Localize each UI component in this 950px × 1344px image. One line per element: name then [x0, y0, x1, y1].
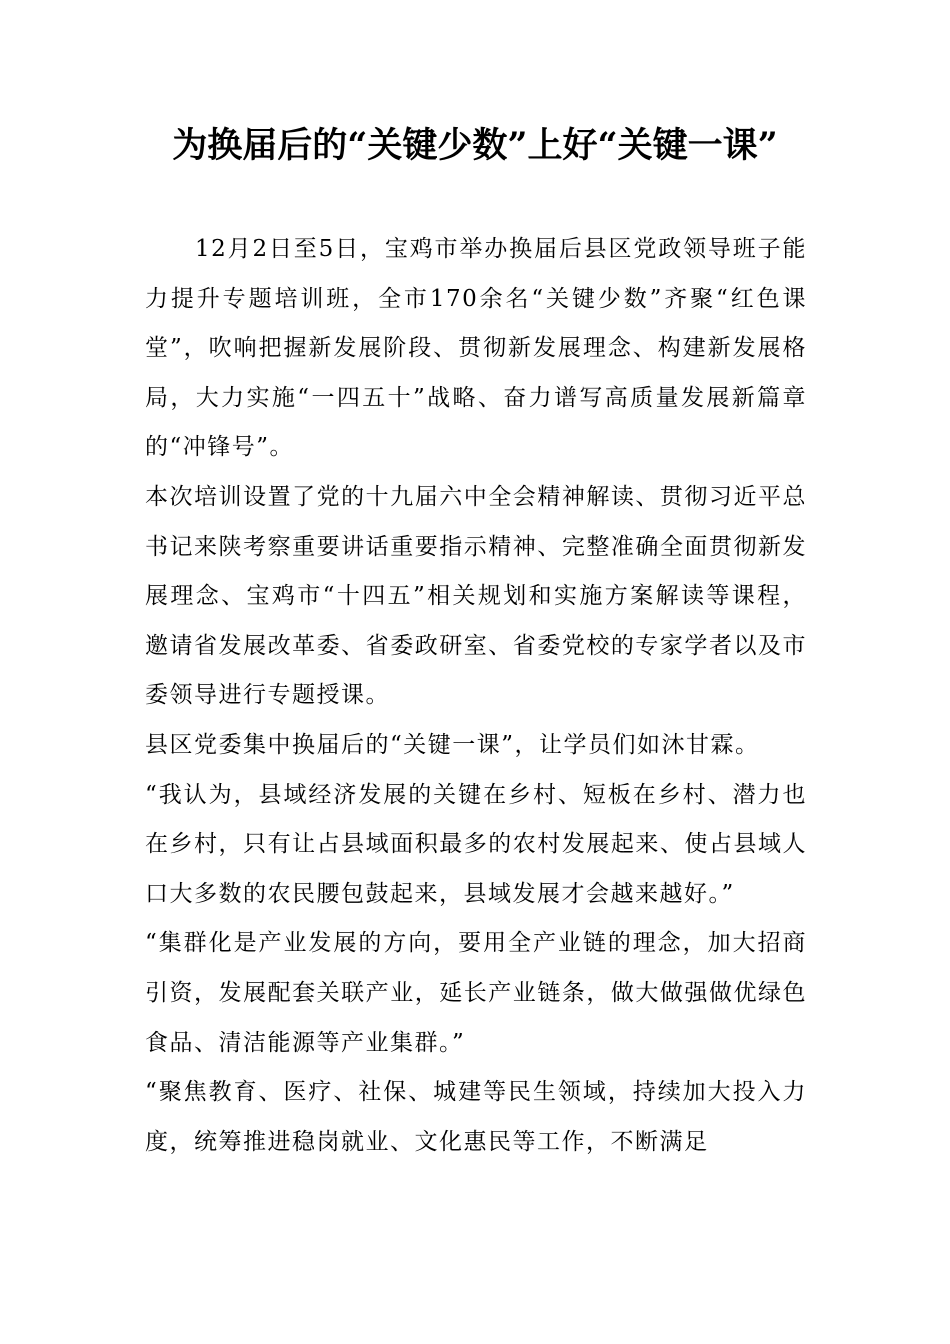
paragraph-quote-rural: “我认为，县域经济发展的关键在乡村、短板在乡村、潜力也在乡村，只有让占县域面积最多的农村发展起来、使占县域人口大多数的农民腰包鼓起来，县域发展才会越来越好。”	[145, 781, 807, 907]
paragraph-courses: 本次培训设置了党的十九届六中全会精神解读、贯彻习近平总书记来陕考察重要讲话重要指示精神、完整准确全面贯彻新发展理念、宝鸡市“十四五”相关规划和实施方案解读等课程，邀请省发展改革委、省委政研室、省委党校的专家学者以及市委领导进行专题授课。	[145, 483, 807, 709]
paragraph-quote-industry: “集群化是产业发展的方向，要用全产业链的理念，加大招商引资，发展配套关联产业，延长产业链条，做大做强做优绿色食品、清洁能源等产业集群。”	[145, 930, 807, 1056]
paragraph-reaction: 县区党委集中换届后的“关键一课”，让学员们如沐甘霖。	[145, 731, 760, 758]
paragraph-quote-livelihood: “聚焦教育、医疗、社保、城建等民生领域，持续加大投入力度，统筹推进稳岗就业、文化惠民等工作，不断满足	[145, 1079, 807, 1155]
document-body	[145, 225, 807, 1167]
paragraph-intro: 12月2日至5日，宝鸡市举办换届后县区党政领导班子能力提升专题培训班，全市170余名“关键少数”齐聚“红色课堂”，吹响把握新发展阶段、贯彻新发展理念、构建新发展格局，大力实施“一四五十”战略、奋力谱写高质量发展新篇章的“冲锋号”。	[145, 236, 807, 461]
document-title: 为换届后的“关键少数”上好“关键一课”	[172, 125, 778, 166]
